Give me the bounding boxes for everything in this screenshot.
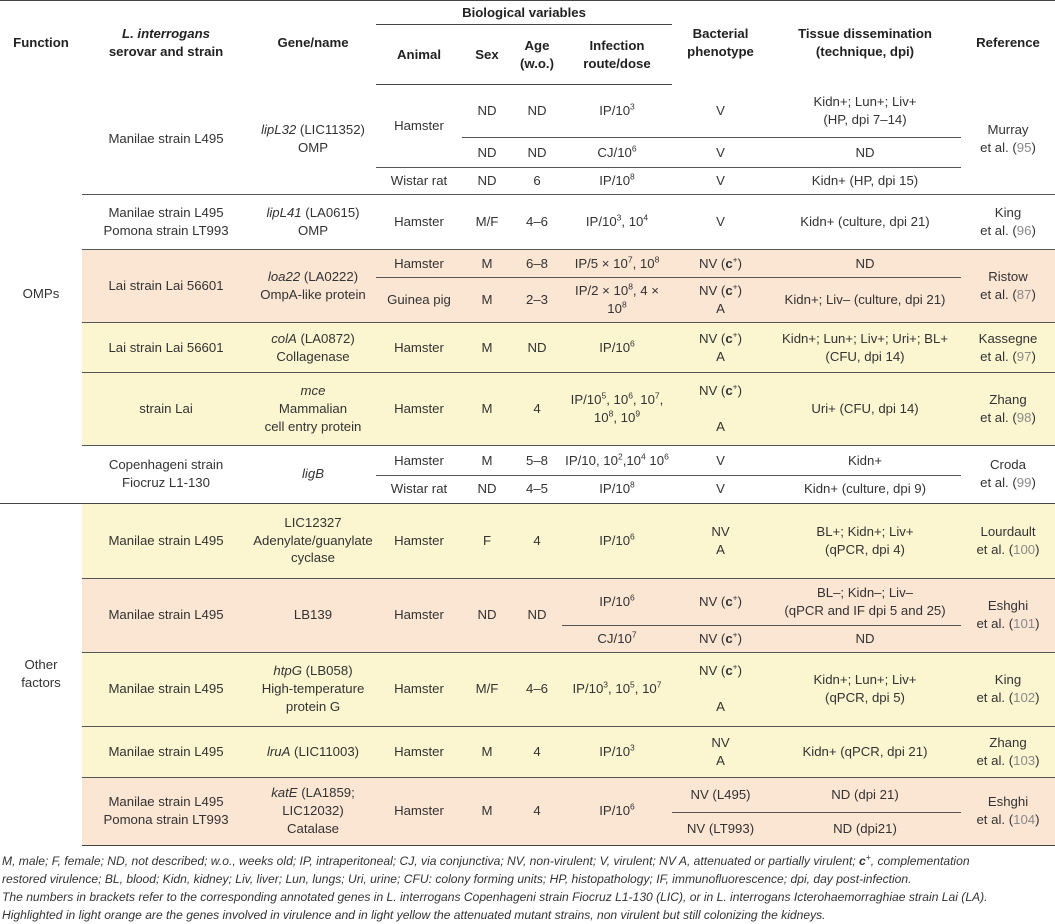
route-cell: $IP/10^8$ xyxy=(562,168,672,195)
gene-cell: katE (LA1859; LIC12032) Catalase xyxy=(250,777,376,845)
table-row xyxy=(0,323,1055,373)
phenotype-cell: NV (c+) xyxy=(672,250,769,278)
animal-cell: Hamster xyxy=(376,578,462,652)
strain-cell: Lai strain Lai 56601 xyxy=(82,323,250,373)
age-cell: 4 xyxy=(512,503,562,578)
sex-cell: ND xyxy=(462,476,512,503)
header-route: Infection route/dose xyxy=(562,25,672,85)
header-tissue: Tissue dissemination (technique, dpi) xyxy=(769,1,961,85)
tissue-cell: Kidn+ xyxy=(769,446,961,476)
age-cell: 4 xyxy=(512,373,562,446)
gene-cell: loa22 (LA0222) OmpA-like protein xyxy=(250,250,376,323)
gene-cell: lipL32 (LIC11352) OMP xyxy=(250,85,376,195)
reference-cell: Eshghi et al. (101) xyxy=(961,578,1055,652)
reference-cell: King et al. (96) xyxy=(961,195,1055,250)
reference-cell: King et al. (102) xyxy=(961,652,1055,726)
animal-cell: Hamster xyxy=(376,726,462,777)
route-cell: $IP/10^6$ xyxy=(562,777,672,845)
age-cell: 4–5 xyxy=(512,476,562,503)
strain-cell: Manilae strain L495 xyxy=(82,503,250,578)
table-row xyxy=(0,726,1055,777)
gene-cell: htpG (LB058) High-temperature protein G xyxy=(250,652,376,726)
age-cell: 4 xyxy=(512,777,562,845)
sex-cell: ND xyxy=(462,85,512,138)
reference-cell: Kassegne et al. (97) xyxy=(961,323,1055,373)
sex-cell: M xyxy=(462,250,512,278)
tissue-cell: Kidn+ (HP, dpi 15) xyxy=(769,168,961,195)
gene-cell: colA (LA0872) Collagenase xyxy=(250,323,376,373)
sex-cell: M xyxy=(462,726,512,777)
phenotype-cell: NV (c+) xyxy=(672,578,769,625)
phenotype-cell: NV (L495) xyxy=(672,777,769,812)
animal-cell: Hamster xyxy=(376,652,462,726)
strain-cell: Manilae strain L495 Pomona strain LT993 xyxy=(82,777,250,845)
header-phenotype: Bacterial phenotype xyxy=(672,1,769,85)
age-cell: 6 xyxy=(512,168,562,195)
tissue-cell: ND xyxy=(769,250,961,278)
strain-cell: Manilae strain L495 xyxy=(82,726,250,777)
gene-cell: LIC12327 Adenylate/guanylate cyclase xyxy=(250,503,376,578)
phenotype-cell: V xyxy=(672,138,769,168)
route-cell: $IP/10^6$ xyxy=(562,578,672,625)
tissue-cell: Kidn+; Liv– (culture, dpi 21) xyxy=(769,278,961,323)
tissue-cell: Kidn+ (culture, dpi 9) xyxy=(769,476,961,503)
reference-cell: Zhang et al. (103) xyxy=(961,726,1055,777)
age-cell: 4–6 xyxy=(512,652,562,726)
group-other-factors: Other factors xyxy=(0,503,82,845)
sex-cell: M xyxy=(462,323,512,373)
table-row xyxy=(0,195,1055,250)
age-cell: ND xyxy=(512,578,562,652)
phenotype-cell: NV (c+) xyxy=(672,625,769,652)
reference-cell: Murray et al. (95) xyxy=(961,85,1055,195)
table-footnotes xyxy=(0,846,1055,924)
other-factors-table xyxy=(0,503,1055,846)
table-row xyxy=(0,85,1055,138)
header-animal: Animal xyxy=(376,25,462,85)
age-cell: 4 xyxy=(512,726,562,777)
sex-cell: M/F xyxy=(462,195,512,250)
animal-cell: Wistar rat xyxy=(376,476,462,503)
age-cell: ND xyxy=(512,85,562,138)
age-cell: 2–3 xyxy=(512,278,562,323)
tissue-cell: Kidn+; Lun+; Liv+ (qPCR, dpi 5) xyxy=(769,652,961,726)
footnote-highlight-legend: Highlighted in light orange are the genes involved in virulence and in light yellow the attenuated mutant strains, non virulent but still colonizing the kidneys. xyxy=(2,906,1055,924)
phenotype-cell: V xyxy=(672,446,769,476)
header-sex: Sex xyxy=(462,25,512,85)
tissue-cell: ND (dpi21) xyxy=(769,812,961,845)
animal-cell: Hamster xyxy=(376,323,462,373)
animal-cell: Hamster xyxy=(376,373,462,446)
reference-cell: Zhang et al. (98) xyxy=(961,373,1055,446)
age-cell: 6–8 xyxy=(512,250,562,278)
route-cell: $IP/10^6$ xyxy=(562,323,672,373)
sex-cell: M xyxy=(462,278,512,323)
animal-cell: Guinea pig xyxy=(376,278,462,323)
phenotype-cell: V xyxy=(672,85,769,138)
animal-cell: Hamster xyxy=(376,777,462,845)
reference-cell: Eshghi et al. (104) xyxy=(961,777,1055,845)
table-row xyxy=(0,578,1055,625)
route-cell: $IP/10^6$ xyxy=(562,503,672,578)
tissue-cell: BL–; Kidn–; Liv– (qPCR and IF dpi 5 and 25) xyxy=(769,578,961,625)
route-cell: $IP/10^3$ xyxy=(562,726,672,777)
phenotype-cell: V xyxy=(672,476,769,503)
reference-cell: Croda et al. (99) xyxy=(961,446,1055,503)
header-reference: Reference xyxy=(961,1,1055,85)
tissue-cell: ND xyxy=(769,138,961,168)
header-function: Function xyxy=(0,1,82,85)
sex-cell: M xyxy=(462,373,512,446)
table-row xyxy=(0,250,1055,278)
strain-cell: Manilae strain L495 xyxy=(82,652,250,726)
tissue-cell: Kidn+; Lun+; Liv+ (HP, dpi 7–14) xyxy=(769,85,961,138)
route-cell: $IP/5 \times 10^7$, $10^8$ xyxy=(562,250,672,278)
gene-cell: mce Mammalian cell entry protein xyxy=(250,373,376,446)
table-row xyxy=(0,373,1055,446)
phenotype-cell: NV (c+) A xyxy=(672,652,769,726)
phenotype-cell: NV A xyxy=(672,726,769,777)
group-omps: OMPs xyxy=(0,85,82,503)
sex-cell: ND xyxy=(462,168,512,195)
header-biological-variables: Biological variables xyxy=(376,1,672,25)
gene-cell: lipL41 (LA0615) OMP xyxy=(250,195,376,250)
route-cell: $IP/10^3$ xyxy=(562,85,672,138)
animal-cell: Hamster xyxy=(376,446,462,476)
animal-cell: Hamster xyxy=(376,195,462,250)
route-cell: $IP/10^3$, $10^5$, $10^7$ xyxy=(562,652,672,726)
strain-cell: Lai strain Lai 56601 xyxy=(82,250,250,323)
age-cell: ND xyxy=(512,138,562,168)
strain-cell: Manilae strain L495 Pomona strain LT993 xyxy=(82,195,250,250)
sex-cell: ND xyxy=(462,138,512,168)
route-cell: $IP/10^3$, $10^4$ xyxy=(562,195,672,250)
animal-cell: Hamster xyxy=(376,503,462,578)
sex-cell: M xyxy=(462,777,512,845)
table-row xyxy=(0,446,1055,476)
age-cell: 4–6 xyxy=(512,195,562,250)
strain-cell: Manilae strain L495 xyxy=(82,578,250,652)
phenotype-cell: NV (c+) A xyxy=(672,278,769,323)
sex-cell: M/F xyxy=(462,652,512,726)
route-cell: $IP/10^8$ xyxy=(562,476,672,503)
age-cell: 5–8 xyxy=(512,446,562,476)
strain-cell: Copenhageni strain Fiocruz L1-130 xyxy=(82,446,250,503)
tissue-cell: ND xyxy=(769,625,961,652)
reference-cell: Lourdault et al. (100) xyxy=(961,503,1055,578)
gene-cell: lruA (LIC11003) xyxy=(250,726,376,777)
phenotype-cell: V xyxy=(672,168,769,195)
animal-cell: Hamster xyxy=(376,85,462,168)
tissue-cell: Kidn+ (qPCR, dpi 21) xyxy=(769,726,961,777)
table-row xyxy=(0,652,1055,726)
header-gene: Gene/name xyxy=(250,1,376,85)
route-cell: $IP/10^5$, $10^6$, $10^7$, $10^8$, $10^9$ xyxy=(562,373,672,446)
tissue-cell: Kidn+ (culture, dpi 21) xyxy=(769,195,961,250)
tissue-cell: BL+; Kidn+; Liv+ (qPCR, dpi 4) xyxy=(769,503,961,578)
footnote-gene-numbers: The numbers in brackets refer to the corresponding annotated genes in L. interrogans Copenhageni strain Fiocruz L1-130 (LIC), or in L. interrogans Icterohaemorraghiae strain Lai (LA). xyxy=(2,888,1055,906)
phenotype-cell: NV (c+) A xyxy=(672,323,769,373)
phenotype-cell: V xyxy=(672,195,769,250)
tissue-cell: Kidn+; Lun+; Liv+; Uri+; BL+ (CFU, dpi 14) xyxy=(769,323,961,373)
header-serovar: L. interrogans serovar and strain xyxy=(82,1,250,85)
phenotype-cell: NV (LT993) xyxy=(672,812,769,845)
gene-cell: LB139 xyxy=(250,578,376,652)
phenotype-cell: NV (c+) A xyxy=(672,373,769,446)
phenotype-cell: NV A xyxy=(672,503,769,578)
age-cell: ND xyxy=(512,323,562,373)
gene-cell: ligB xyxy=(250,446,376,503)
header-age: Age (w.o.) xyxy=(512,25,562,85)
sex-cell: M xyxy=(462,446,512,476)
route-cell: $IP/2 \times 10^8$, $4 \times 10^8$ xyxy=(562,278,672,323)
table-row xyxy=(0,777,1055,812)
reference-cell: Ristow et al. (87) xyxy=(961,250,1055,323)
sex-cell: F xyxy=(462,503,512,578)
route-cell: $CJ/10^6$ xyxy=(562,138,672,168)
animal-cell: Wistar rat xyxy=(376,168,462,195)
footnote-abbreviations-cont: restored virulence; BL, blood; Kidn, kidney; Liv, liver; Lun, lungs; Uri, urine; CFU: colony forming units; HP, histopathology; IF, immunofluorescence; dpi, day post-infection. xyxy=(2,870,1055,888)
route-cell: $CJ/10^7$ xyxy=(562,625,672,652)
sex-cell: ND xyxy=(462,578,512,652)
route-cell: IP/10, $10^2,10^4$ $10^6$ xyxy=(562,446,672,476)
tissue-cell: ND (dpi 21) xyxy=(769,777,961,812)
strain-cell: strain Lai xyxy=(82,373,250,446)
tissue-cell: Uri+ (CFU, dpi 14) xyxy=(769,373,961,446)
animal-cell: Hamster xyxy=(376,250,462,278)
footnote-abbreviations: M, male; F, female; ND, not described; w.o., weeks old; IP, intraperitoneal; CJ, via conjunctiva; NV, non-virulent; V, virulent; NV A, attenuated or partially virulent; c+, complementation xyxy=(2,852,1055,870)
strain-cell: Manilae strain L495 xyxy=(82,85,250,195)
table-row xyxy=(0,503,1055,578)
